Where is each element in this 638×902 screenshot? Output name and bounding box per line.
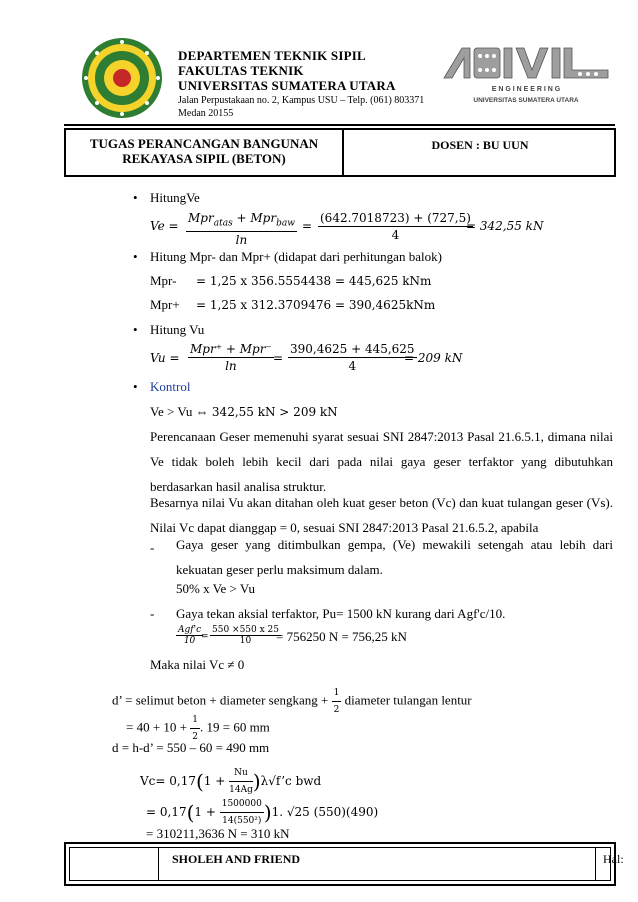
usu-seal-logo: [80, 36, 164, 120]
vu-fraction-values: $\frac{390,4625 + 445,625}{4}$: [290, 342, 415, 373]
bullet-hitung-ve: HitungVe: [150, 190, 200, 205]
vu-result: = 209 kN: [404, 351, 463, 365]
footer-cell-blank: [70, 848, 159, 880]
bullet-hitung-mpr: Hitung Mpr- dan Mpr+ (didapat dari perhitungan balok): [150, 249, 442, 264]
dosen-label: DOSEN : BU UUN: [431, 138, 529, 152]
mpr-plus-value: = 1,25 x 312.3709476 = 390,4625kNm: [196, 298, 436, 312]
paragraph-perencanaan: Perencanaan Geser memenuhi syarat sesuai SNI 2847:2013 Pasal 21.6.5.1, dimana nilai Ve tidak boleh lebih kecil dari pada nilai gaya geser terfaktor yang dibutuhkan berdasarkan hasil analisa struktur.: [150, 429, 613, 494]
agfc-result: = 756250 N = 756,25 kN: [276, 629, 407, 644]
bullet-dot: •: [133, 190, 138, 205]
address-line-2: Medan 20155: [178, 108, 234, 119]
footer-box: [64, 842, 624, 886]
bullet-dot: •: [133, 379, 138, 394]
vc-substitution: = 0,17(1 + $\frac{1500000}{\text{14(550²)}}$ )1. √25 (550)(490): [146, 796, 378, 829]
dash-1b-text: 50% x Ve > Vu: [176, 581, 256, 596]
ve-lhs: Ve =: [150, 219, 179, 233]
footer-inner: [69, 847, 624, 881]
paragraph-besarnya: Besarnya nilai Vu akan ditahan oleh kuat geser beton (Vc) dan kuat tulangan geser (Vs). Nilai Vc dapat dianggap = 0, sesuai SNI 2847:2013 Pasal 21.6.5.2, apabila: [150, 495, 613, 535]
logo-university-text: UNIVERSITAS SUMATERA UTARA: [473, 97, 579, 104]
ve-fraction: Mpr$_{atas}$ + Mpr$_{baw}$ ln: [188, 211, 295, 248]
task-title: TUGAS PERANCANGAN BANGUNAN REKAYASA SIPIL (BETON): [66, 130, 344, 175]
dept-name: DEPARTEMEN TEKNIK SIPIL: [178, 48, 366, 63]
dash-2: -: [150, 606, 155, 621]
vu-eq: =: [273, 351, 284, 365]
vu-lhs: Vu =: [150, 351, 180, 365]
vu-fraction: Mpr⁺ + Mpr⁻ ln: [190, 342, 272, 373]
logo-sub-text: E N G I N E E R I N G: [491, 86, 561, 93]
ve-fraction-values: $\frac{(642.7018723) + (727,5)}{4}$: [320, 211, 471, 242]
mpr-minus-label: Mpr-: [150, 273, 177, 288]
header-divider: [64, 124, 615, 126]
agfc-fraction-values: $\frac{550 \times 550 x 25}{10}$: [212, 625, 280, 646]
vc-result: = 310211,3636 N = 310 kN: [146, 826, 290, 841]
maka-line: Maka nilai Vc ≠ 0: [150, 657, 245, 672]
bullet-kontrol: Kontrol: [150, 379, 191, 394]
agfc-eq: =: [201, 632, 209, 642]
civil-engineering-logo: [440, 42, 612, 106]
d-line: d = h-d’ = 550 – 60 = 490 mm: [112, 740, 270, 755]
mpr-minus-value: = 1,25 x 356.5554438 = 445,625 kNm: [196, 274, 432, 288]
address-line-1: Jalan Perpustakaan no. 2, Kampus USU – Telp. (061) 803371: [178, 95, 425, 106]
kontrol-line: Ve > Vu ⇔ 342,55 kN > 209 kN: [150, 404, 338, 419]
task-box: [64, 128, 616, 177]
dprime-line: d’ = selimut beton + diameter sengkang + $\frac{1}{2}$ diameter tulangan lentur: [112, 685, 472, 718]
footer-author: SHOLEH AND FRIEND: [158, 848, 596, 880]
dash-1: -: [150, 540, 155, 555]
ve-eq: =: [302, 219, 313, 233]
faculty-name: FAKULTAS TEKNIK: [178, 63, 304, 78]
dash-1-text: Gaya geser yang ditimbulkan gempa, (Ve) mewakili setengah atau lebih dari kekuatan geser perlu maksimum dalam.: [176, 537, 613, 577]
footer-page-label: Hal:: [603, 852, 624, 866]
ve-result: = 342,55 kN: [466, 219, 544, 233]
bullet-hitung-vu: Hitung Vu: [150, 322, 205, 337]
vc-formula: Vc= 0,17(1 + $\frac{Nu}{14Ag}$ )λ√f’c bwd: [140, 765, 321, 798]
mpr-plus-label: Mpr+: [150, 297, 180, 312]
bullet-dot: •: [133, 249, 138, 264]
bullet-dot: •: [133, 322, 138, 337]
dprime-calc: = 40 + 10 + $\frac{1}{2}$ . 19 = 60 mm: [126, 712, 270, 745]
agfc-fraction: Agf'c 10: [178, 625, 202, 646]
university-name: UNIVERSITAS SUMATERA UTARA: [178, 78, 396, 93]
dash-2-text: Gaya tekan aksial terfaktor, Pu= 1500 kN kurang dari Agf'c/10.: [176, 606, 506, 621]
